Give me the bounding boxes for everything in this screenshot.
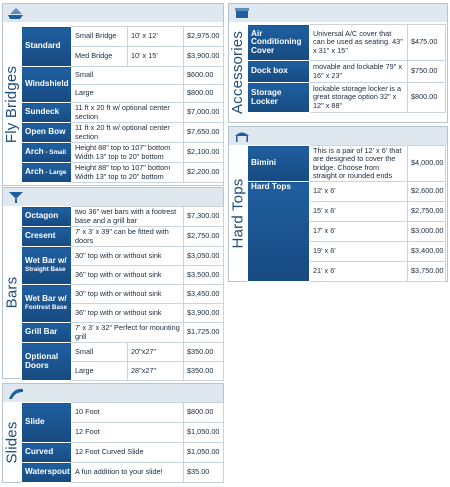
row-price: $7,650.00 xyxy=(184,123,224,143)
row-price: $35.00 xyxy=(184,463,224,483)
row-desc: Small Bridge xyxy=(72,27,128,47)
table-row xyxy=(22,163,224,183)
row-desc: 12 Foot xyxy=(72,423,184,443)
bars-table xyxy=(21,206,224,381)
row-price: $750.00 xyxy=(408,61,446,83)
fly-bridges-table xyxy=(21,26,224,183)
row-price: $800.00 xyxy=(184,403,224,423)
row-desc: Large xyxy=(72,85,184,103)
canopy-icon xyxy=(233,129,251,143)
row-label-small: - Small xyxy=(43,148,67,156)
row-desc: 19' x 6' xyxy=(310,242,408,262)
row-desc: two 36" wet bars with a footrest base and a grill bar xyxy=(72,207,184,227)
row-desc: Height 88" top to 107" bottom Width 13" top to 20" bottom xyxy=(72,163,184,183)
fly-bridges-panel xyxy=(2,3,224,186)
row-price: $350.00 xyxy=(184,343,224,362)
row-label: Octagon xyxy=(22,207,72,227)
row-label: Curved xyxy=(22,443,72,463)
table-row xyxy=(22,403,224,423)
row-label: Open Bow xyxy=(22,123,72,143)
row-desc: Small xyxy=(72,343,128,362)
hard-tops-panel xyxy=(228,126,448,282)
table-row xyxy=(248,146,446,182)
row-label: Cresent xyxy=(22,227,72,247)
row-label: Air Conditioning Cover xyxy=(248,25,310,61)
row-price: $2,100.00 xyxy=(184,143,224,163)
row-price: $2,750.00 xyxy=(408,202,446,222)
row-label-small: - Large xyxy=(43,168,67,176)
slides-header xyxy=(3,384,223,402)
row-label-small: Footrest Base xyxy=(25,304,67,311)
row-label: Dock box xyxy=(248,61,310,83)
table-row xyxy=(22,143,224,163)
row-price: $600.00 xyxy=(184,67,224,85)
table-row xyxy=(22,247,224,266)
hard-tops-label xyxy=(248,182,310,282)
row-price: $2,750.00 xyxy=(184,227,224,247)
row-label xyxy=(22,163,72,183)
row-desc: Height 88" top to 107" bottom Width 13" top to 20" bottom xyxy=(72,143,184,163)
accessories-table xyxy=(247,24,446,113)
bars-title: Bars xyxy=(3,276,21,308)
table-row xyxy=(22,67,224,85)
slide-icon xyxy=(7,386,25,400)
row-label: Windshield xyxy=(22,67,72,103)
table-row xyxy=(248,83,446,113)
table-row xyxy=(22,443,224,463)
row-desc: 36" top with or without sink xyxy=(72,304,184,323)
fly-bridges-header xyxy=(3,4,223,22)
row-label xyxy=(22,285,72,323)
accessories-panel xyxy=(228,3,448,123)
slides-title: Slides xyxy=(3,420,21,464)
row-label-text: Wet Bar w/ xyxy=(25,293,67,303)
row-price: $7,300.00 xyxy=(184,207,224,227)
table-row xyxy=(22,463,224,483)
row-desc: 30" top with or without sink xyxy=(72,247,184,266)
row-price: $800.00 xyxy=(184,85,224,103)
anchor-icon xyxy=(233,6,251,20)
row-price: $3,750.00 xyxy=(408,262,446,282)
row-label: Storage Locker xyxy=(248,83,310,113)
row-label xyxy=(22,247,72,285)
bimini-price: $4,000.00 xyxy=(408,146,446,182)
table-row xyxy=(22,123,224,143)
row-label xyxy=(22,143,72,163)
table-row xyxy=(22,343,224,362)
row-desc: lockable storage locker is a great storage option 32" x 12" x 88" xyxy=(310,83,408,113)
table-row xyxy=(248,61,446,83)
row-desc: A fun addition to your slide! xyxy=(72,463,184,483)
row-desc: 11 ft x 20 ft w/ optional center section xyxy=(72,103,184,123)
row-label: Sundeck xyxy=(22,103,72,123)
accessories-header xyxy=(229,4,447,22)
bimini-label: Bimini xyxy=(248,146,310,182)
table-row xyxy=(248,182,446,202)
bimini-desc: This is a pair of 12' x 6' that are designed to cover the bridge. Choose from straight or rounded ends xyxy=(310,146,408,182)
row-price: $3,450.00 xyxy=(184,285,224,304)
row-price: $2,200.00 xyxy=(184,163,224,183)
row-price: $3,900.00 xyxy=(184,47,224,67)
row-label: Waterspout xyxy=(22,463,72,483)
row-desc: 36" top with or without sink xyxy=(72,266,184,285)
table-row xyxy=(22,27,224,47)
bars-header xyxy=(3,188,223,206)
row-price: $800.00 xyxy=(408,83,446,113)
row-price: $3,500.00 xyxy=(184,266,224,285)
row-label: Standard xyxy=(22,27,72,67)
row-desc: movable and lockable 79" x 16" x 23" xyxy=(310,61,408,83)
row-label-small: Straight Base xyxy=(25,266,66,273)
row-desc: 17' x 6' xyxy=(310,222,408,242)
row-desc: 11 ft x 20 ft w/ optional center section xyxy=(72,123,184,143)
table-row xyxy=(22,103,224,123)
row-size: 10' x 15' xyxy=(128,47,184,67)
table-row xyxy=(248,25,446,61)
row-price: $1,050.00 xyxy=(184,443,224,463)
row-price: $350.00 xyxy=(184,362,224,381)
hard-tops-table xyxy=(247,145,446,282)
row-desc: 12 Foot Curved Slide xyxy=(72,443,184,463)
row-size: 20"x27" xyxy=(128,343,184,362)
row-label-text: Arch xyxy=(25,146,44,156)
row-desc: 21' x 6' xyxy=(310,262,408,282)
row-price: $7,000.00 xyxy=(184,103,224,123)
row-price: $2,600.00 xyxy=(408,182,446,202)
row-price: $3,400.00 xyxy=(408,242,446,262)
row-label: Slide xyxy=(22,403,72,443)
row-size: 28"x27" xyxy=(128,362,184,381)
row-price: $3,000.00 xyxy=(408,222,446,242)
row-desc: 12' x 6' xyxy=(310,182,408,202)
table-row xyxy=(22,207,224,227)
boat-icon xyxy=(7,6,25,20)
row-desc: 10 Foot xyxy=(72,403,184,423)
row-label: Optional Doors xyxy=(22,343,72,381)
row-label-text: Arch xyxy=(25,166,44,176)
table-row xyxy=(22,285,224,304)
row-desc: Large xyxy=(72,362,128,381)
row-desc: 15' x 6' xyxy=(310,202,408,222)
row-desc: 30" top with or without sink xyxy=(72,285,184,304)
row-price: $1,050.00 xyxy=(184,423,224,443)
slides-table xyxy=(21,402,224,483)
row-price: $475.00 xyxy=(408,25,446,61)
row-desc: 7' x 3' x 39" can be fitted with doors xyxy=(72,227,184,247)
cocktail-icon xyxy=(7,190,25,204)
fly-bridges-title: Fly Bridges xyxy=(3,65,21,143)
table-row xyxy=(22,227,224,247)
row-price: $2,975.00 xyxy=(184,27,224,47)
slides-panel xyxy=(2,383,224,483)
row-price: $3,050.00 xyxy=(184,247,224,266)
hard-tops-label-text: Hard Tops xyxy=(251,182,291,191)
row-price: $3,900.00 xyxy=(184,304,224,323)
row-label: Grill Bar xyxy=(22,323,72,343)
row-size: 10' x 12' xyxy=(128,27,184,47)
row-desc: Med Bridge xyxy=(72,47,128,67)
row-desc: Small xyxy=(72,67,184,85)
row-desc: Universal A/C cover that can be used as seating. 43" x 31" x 15" xyxy=(310,25,408,61)
bars-panel xyxy=(2,187,224,379)
table-row xyxy=(22,323,224,343)
hard-tops-header xyxy=(229,127,447,145)
row-label-text: Wet Bar w/ xyxy=(25,255,67,265)
row-price: $1,725.00 xyxy=(184,323,224,343)
hard-tops-title: Hard Tops xyxy=(229,178,247,248)
row-desc: 7' x 3' x 32" Perfect for mounting grill xyxy=(72,323,184,343)
accessories-title: Accessories xyxy=(229,30,247,114)
